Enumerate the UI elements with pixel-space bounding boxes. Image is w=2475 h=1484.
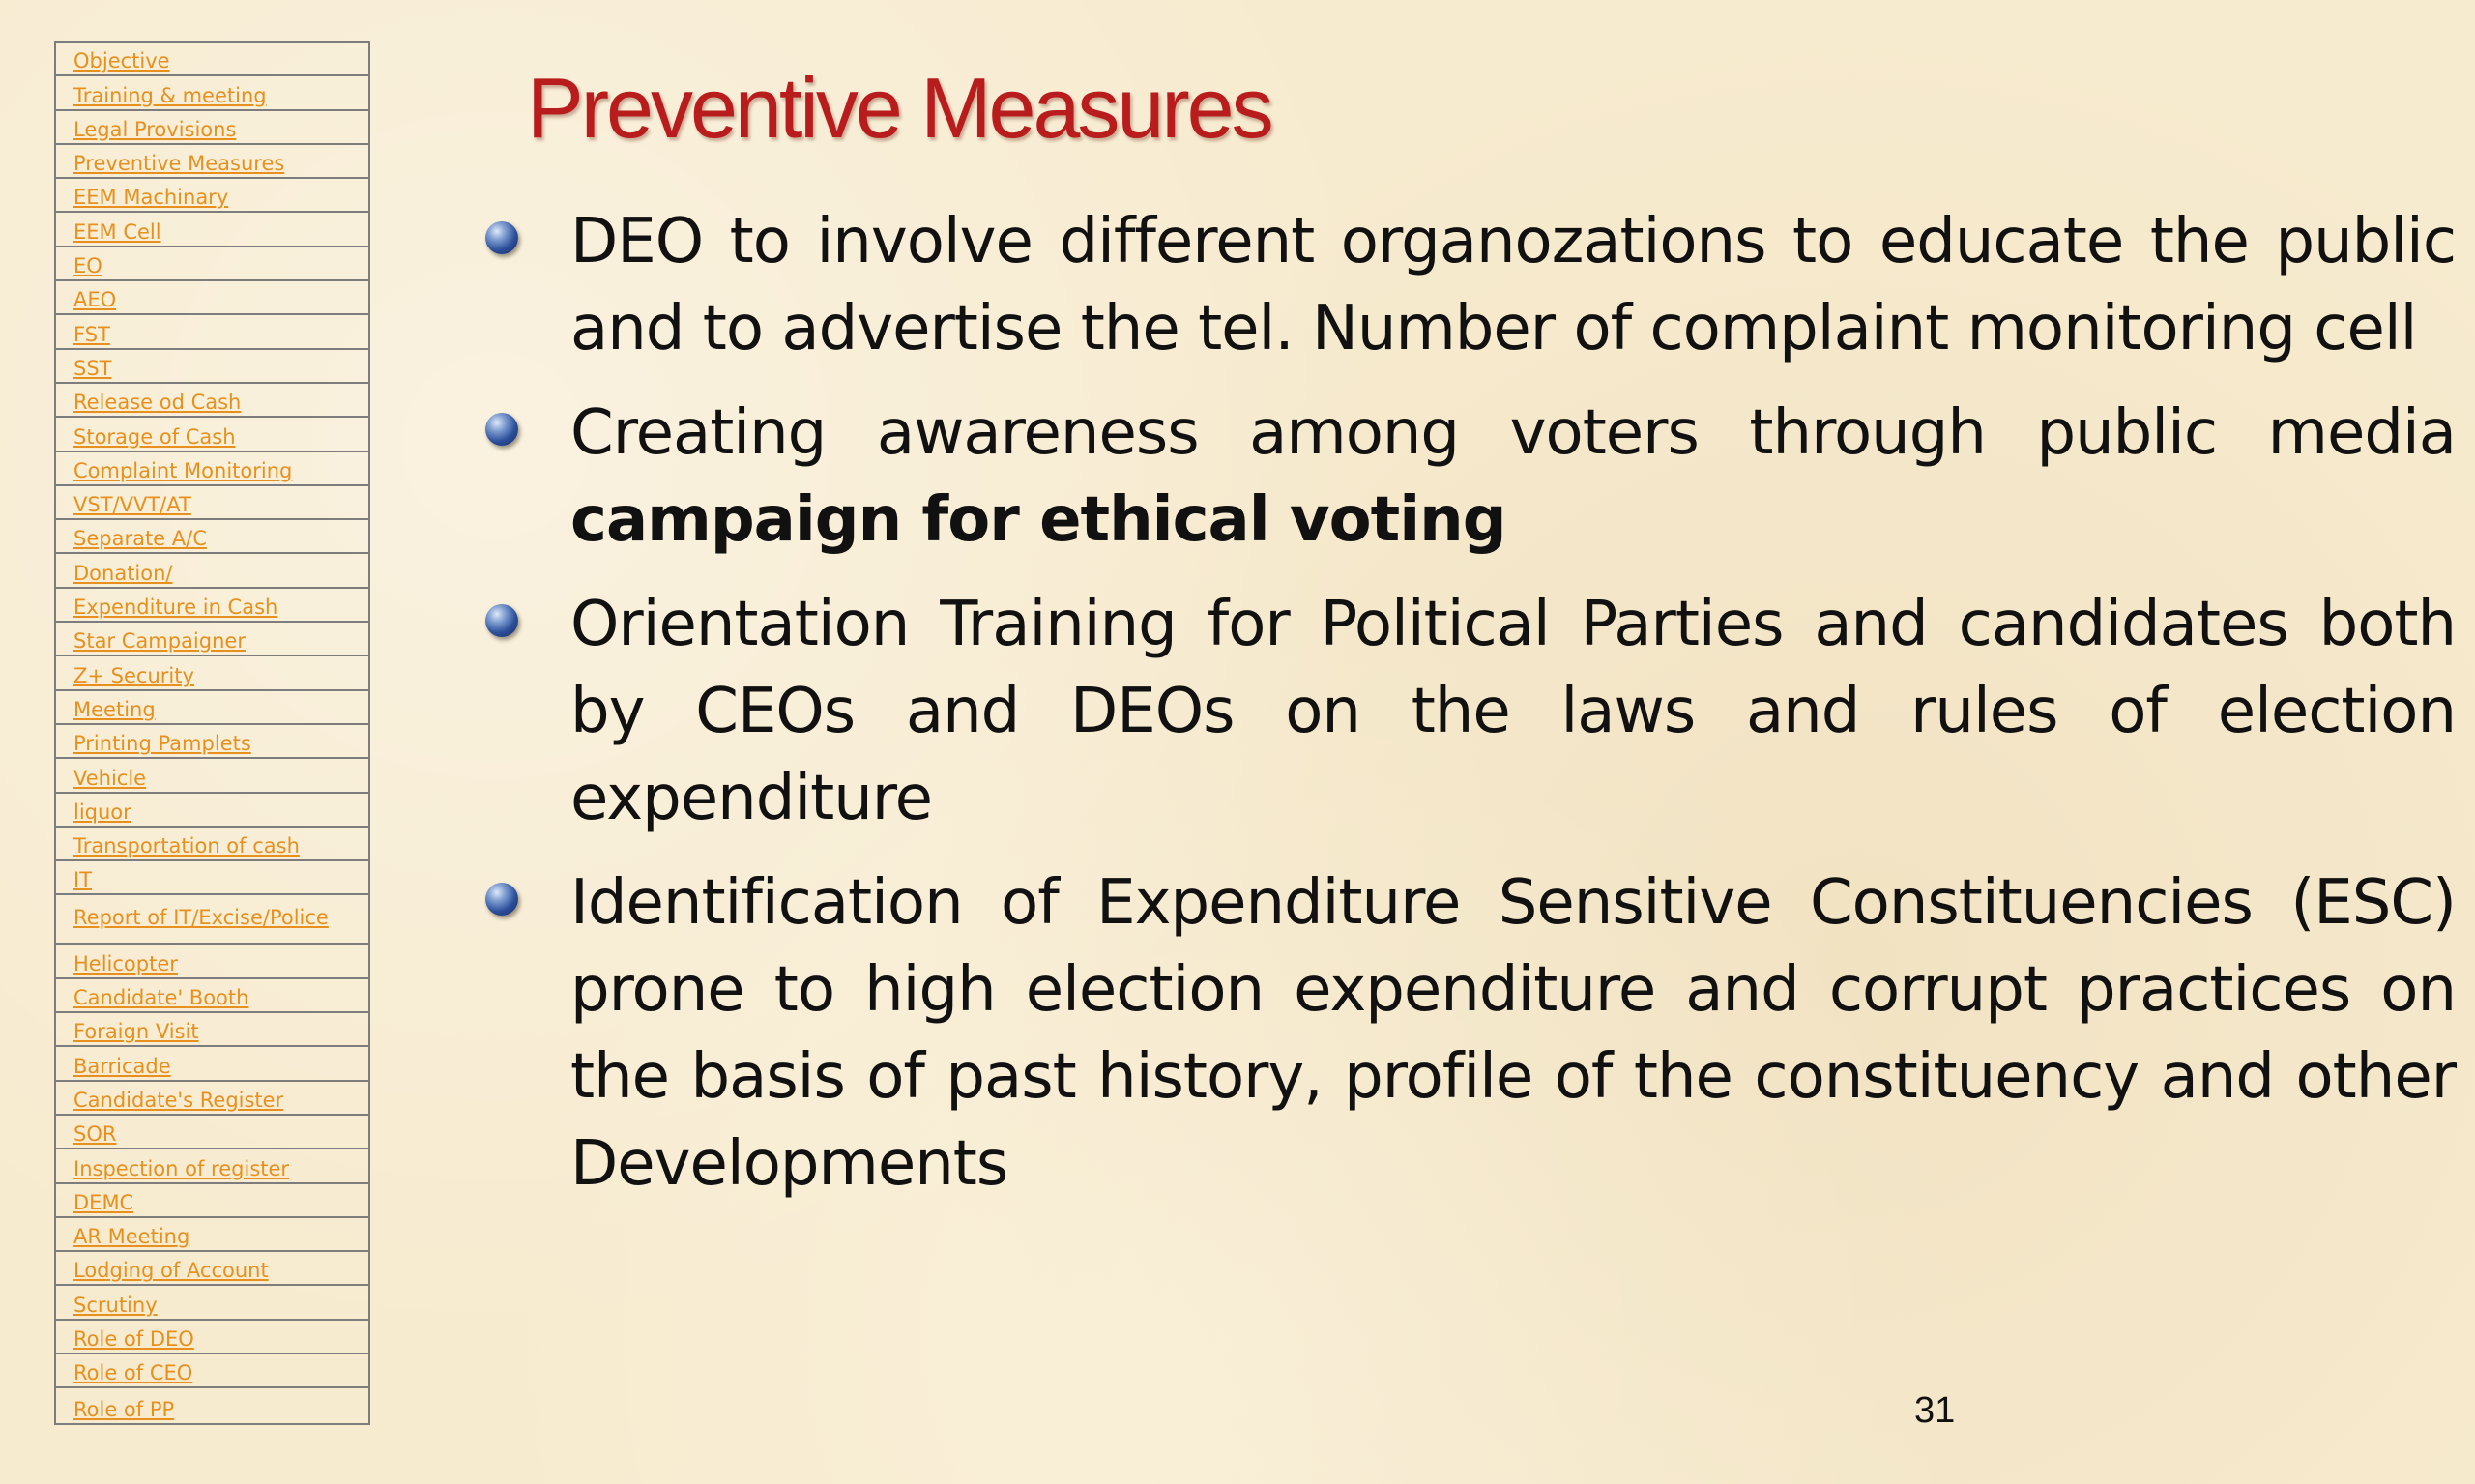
nav-link-lodging-of-account[interactable]: Lodging of Account <box>73 1259 269 1283</box>
nav-item-lodging-of-account <box>56 1252 368 1286</box>
nav-item-fst <box>56 315 368 349</box>
nav-item-storage-of-cash <box>56 418 368 451</box>
nav-link-fst[interactable]: FST <box>73 322 110 346</box>
nav-link-scrutiny[interactable]: Scrutiny <box>73 1293 158 1317</box>
nav-item-liquor <box>56 794 368 828</box>
nav-item-legal-provisions <box>56 111 368 145</box>
nav-item-meeting <box>56 691 368 725</box>
nav-item-printing-pamplets <box>56 725 368 759</box>
bullet-list <box>474 198 2456 1225</box>
nav-item-separate-ac <box>56 520 368 554</box>
nav-item-vehicle <box>56 759 368 793</box>
bullet-item <box>474 390 2456 564</box>
nav-link-inspection-of-register[interactable]: Inspection of register <box>73 1156 290 1180</box>
nav-item-eem-machinary <box>56 179 368 213</box>
slide-title: Preventive Measures <box>527 60 1271 156</box>
nav-link-star-campaigner[interactable]: Star Campaigner <box>73 629 246 654</box>
nav-link-it[interactable]: IT <box>73 868 93 892</box>
nav-item-training-meeting <box>56 76 368 110</box>
nav-link-role-of-pp[interactable]: Role of PP <box>73 1397 175 1421</box>
nav-item-role-of-deo <box>56 1321 368 1354</box>
nav-link-preventive-measures[interactable]: Preventive Measures <box>73 152 285 176</box>
nav-item-candidate-booth <box>56 979 368 1013</box>
nav-item-role-of-ceo <box>56 1354 368 1388</box>
bullet-sphere-icon <box>485 604 518 637</box>
nav-link-training-meeting[interactable]: Training & meeting <box>73 83 267 107</box>
nav-item-role-of-pp <box>56 1388 368 1422</box>
nav-item-transportation-of-cash <box>56 828 368 861</box>
nav-item-scrutiny <box>56 1286 368 1320</box>
nav-item-preventive-measures <box>56 145 368 179</box>
nav-item-aeo <box>56 281 368 315</box>
nav-item-vst-vvt-at <box>56 486 368 520</box>
nav-link-transportation-of-cash[interactable]: Transportation of cash <box>73 834 300 858</box>
nav-item-candidates-register <box>56 1082 368 1116</box>
page-number: 31 <box>1914 1390 1956 1431</box>
nav-item-barricade <box>56 1047 368 1081</box>
bullet-text: Orientation Training for Political Parties and candidates both by CEOs and DEOs on the laws and rules of election expenditure <box>570 589 2456 834</box>
nav-item-helicopter <box>56 945 368 978</box>
nav-item-sst <box>56 350 368 384</box>
nav-item-ar-meeting <box>56 1218 368 1252</box>
nav-link-release-of-cash[interactable]: Release od Cash <box>73 391 242 415</box>
nav-item-eem-cell <box>56 213 368 247</box>
nav-link-aeo[interactable]: AEO <box>73 288 117 312</box>
nav-link-separate-ac[interactable]: Separate A/C <box>73 527 207 551</box>
nav-item-objective <box>56 43 368 76</box>
bullet-item <box>474 198 2456 372</box>
bullet-text <box>570 390 2456 564</box>
nav-link-role-of-deo[interactable]: Role of DEO <box>73 1326 194 1351</box>
nav-link-ar-meeting[interactable]: AR Meeting <box>73 1225 190 1249</box>
nav-link-candidates-register[interactable]: Candidate's Register <box>73 1088 284 1112</box>
nav-link-objective[interactable]: Objective <box>73 49 170 73</box>
bullet-text: DEO to involve different organozations to educate the public and to advertise the tel. Number of complaint monitoring cell <box>570 206 2456 364</box>
nav-item-z-security <box>56 656 368 690</box>
nav-link-vehicle[interactable]: Vehicle <box>73 766 147 790</box>
navigation-table <box>54 41 370 1425</box>
nav-link-expenditure-in-cash[interactable]: Expenditure in Cash <box>73 596 278 620</box>
nav-link-complaint-monitoring[interactable]: Complaint Monitoring <box>73 458 293 482</box>
bullet-item <box>474 581 2456 842</box>
nav-item-inspection-of-register <box>56 1149 368 1183</box>
bullet-sphere-icon <box>485 413 518 446</box>
nav-link-foreign-visit[interactable]: Foraign Visit <box>73 1020 199 1044</box>
nav-item-report-of-it <box>56 895 368 945</box>
nav-item-it <box>56 861 368 895</box>
nav-link-role-of-ceo[interactable]: Role of CEO <box>73 1361 193 1385</box>
nav-link-printing-pamplets[interactable]: Printing Pamplets <box>73 732 251 756</box>
nav-link-eem-cell[interactable]: EEM Cell <box>73 219 161 244</box>
nav-link-candidate-booth[interactable]: Candidate' Booth <box>73 986 249 1010</box>
nav-link-storage-of-cash[interactable]: Storage of Cash <box>73 424 236 449</box>
nav-link-sst[interactable]: SST <box>73 356 112 380</box>
nav-link-meeting[interactable]: Meeting <box>73 697 156 721</box>
nav-item-donation <box>56 554 368 588</box>
nav-link-liquor[interactable]: liquor <box>73 800 131 824</box>
nav-item-complaint-monitoring <box>56 452 368 486</box>
nav-link-eo[interactable]: EO <box>73 254 102 278</box>
nav-link-eem-machinary[interactable]: EEM Machinary <box>73 186 229 210</box>
nav-link-donation[interactable]: Donation/ <box>73 561 173 585</box>
bullet-sphere-icon <box>485 221 518 254</box>
nav-item-foreign-visit <box>56 1013 368 1047</box>
nav-item-expenditure-in-cash <box>56 589 368 623</box>
nav-item-sor <box>56 1116 368 1149</box>
nav-link-z-security[interactable]: Z+ Security <box>73 663 194 687</box>
nav-item-release-of-cash <box>56 384 368 418</box>
nav-link-legal-provisions[interactable]: Legal Provisions <box>73 117 237 141</box>
bullet-sphere-icon <box>485 883 518 916</box>
nav-link-helicopter[interactable]: Helicopter <box>73 951 178 975</box>
nav-link-demc[interactable]: DEMC <box>73 1190 134 1214</box>
bullet-text: Identification of Expenditure Sensitive Constituencies (ESC) prone to high election expenditure and corrupt practices on the basis of past history, profile of the constituency and other Developments <box>570 867 2456 1200</box>
nav-link-report-of-it[interactable]: Report of IT/Excise/Police <box>73 906 329 930</box>
bullet-text-bold: campaign for ethical voting <box>570 484 1506 556</box>
nav-item-demc <box>56 1184 368 1218</box>
nav-item-eo <box>56 247 368 281</box>
bullet-item <box>474 859 2456 1208</box>
nav-link-barricade[interactable]: Barricade <box>73 1054 171 1078</box>
nav-link-vst-vvt-at[interactable]: VST/VVT/AT <box>73 493 191 517</box>
nav-item-star-campaigner <box>56 623 368 656</box>
bullet-text-normal: Creating awareness among voters through public media <box>570 397 2456 469</box>
nav-link-sor[interactable]: SOR <box>73 1122 117 1147</box>
